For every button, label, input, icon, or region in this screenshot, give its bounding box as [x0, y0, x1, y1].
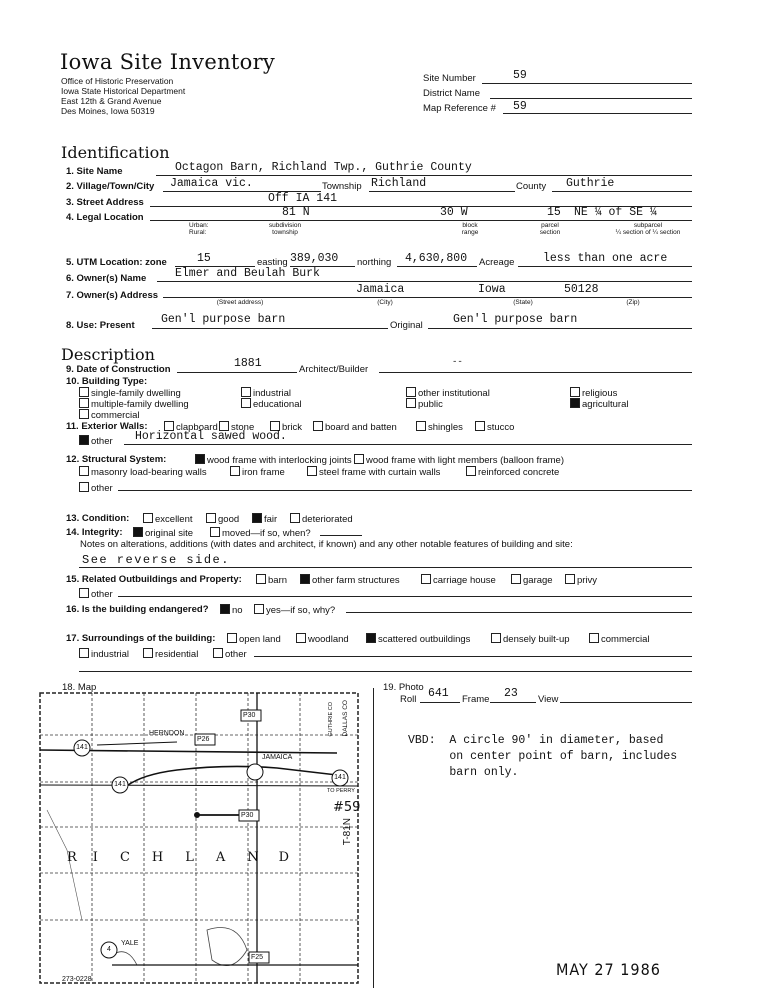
wall-board-and-batten[interactable]	[313, 421, 397, 433]
street-value[interactable]: Off IA 141	[268, 192, 338, 205]
notes-label: Notes on alterations, additions (with dates and architect, if known) and any other notable features of building and site:	[80, 539, 573, 550]
struct-other[interactable]	[79, 482, 113, 494]
form-number: 273-0228	[62, 976, 92, 983]
option-label: residential	[155, 649, 199, 660]
exterior-walls-label: 11. Exterior Walls:	[66, 421, 148, 432]
option-label: clapboard	[176, 422, 218, 433]
checkbox[interactable]	[230, 466, 240, 476]
state-sub: (State)	[513, 299, 533, 306]
place-to-perry: TO PERRY	[327, 788, 355, 794]
checkbox[interactable]	[79, 398, 89, 408]
option-label: deteriorated	[302, 514, 353, 525]
condition-label: 13. Condition:	[66, 513, 130, 524]
surroundings-label: 17. Surroundings of the building:	[66, 633, 216, 644]
block-text: block	[462, 222, 478, 229]
surr-open-land[interactable]	[227, 633, 281, 645]
township-label: Township	[322, 181, 362, 192]
option-label: other farm structures	[312, 575, 400, 586]
section-text: section	[539, 229, 561, 236]
checkbox[interactable]	[79, 387, 89, 397]
checkbox[interactable]	[589, 633, 599, 643]
condition-good[interactable]	[206, 513, 239, 525]
divider	[373, 688, 374, 988]
map-label: 18. Map	[62, 682, 97, 693]
date-value[interactable]: 1881	[234, 357, 262, 370]
office-address	[61, 76, 185, 116]
checkbox[interactable]	[143, 513, 153, 523]
type-public[interactable]	[406, 398, 443, 410]
option-label: steel frame with curtain walls	[319, 467, 441, 478]
checkbox[interactable]	[256, 574, 266, 584]
option-label: moved—if so, when?	[222, 528, 311, 539]
frame-value[interactable]: 23	[504, 687, 518, 700]
endangered-yes[interactable]	[254, 604, 335, 616]
option-label: religious	[582, 388, 618, 399]
description-heading: Description	[61, 345, 155, 364]
checkbox[interactable]	[241, 398, 251, 408]
wall-other[interactable]	[79, 435, 113, 447]
owner-name-value[interactable]: Elmer and Beulah Burk	[175, 267, 320, 280]
district-label: District Name	[423, 88, 481, 99]
option-label: carriage house	[433, 575, 496, 586]
township-value[interactable]: Richland	[371, 177, 427, 190]
street-label: 3. Street Address	[66, 197, 144, 208]
parcel-sub	[530, 222, 570, 236]
place-yale: YALE	[121, 940, 139, 947]
highway-141-east: 141	[334, 774, 346, 781]
frame-label: Frame	[462, 694, 490, 705]
surr-commercial[interactable]	[589, 633, 650, 645]
utm-label: 5. UTM Location: zone	[66, 257, 167, 268]
acreage-value[interactable]: less than one acre	[543, 252, 668, 265]
option-label: garage	[523, 575, 553, 586]
place-jamaica: JAMAICA	[262, 754, 293, 761]
zip-sub: (Zip)	[626, 299, 640, 306]
owner-name-label: 6. Owner(s) Name	[66, 273, 147, 284]
map-letter: N	[247, 850, 259, 865]
checkbox[interactable]	[290, 513, 300, 523]
street-sub: (Street address)	[216, 299, 264, 306]
outbuilding-other[interactable]	[79, 588, 113, 600]
address-line: Des Moines, Iowa 50319	[61, 106, 155, 116]
village-label: 2. Village/Town/City	[66, 181, 155, 192]
option-label: iron frame	[242, 467, 285, 478]
roll-label: Roll	[400, 694, 417, 705]
wall-stucco[interactable]	[475, 421, 514, 433]
type-educational[interactable]	[241, 398, 302, 410]
checkbox-checked[interactable]	[79, 435, 89, 445]
legal-range[interactable]: 30 W	[440, 206, 468, 219]
option-label: brick	[282, 422, 303, 433]
checkbox-checked[interactable]	[366, 633, 376, 643]
option-label: wood frame with interlocking joints	[207, 455, 352, 466]
surr-residential[interactable]	[143, 648, 198, 660]
owner-address-label: 7. Owner(s) Address	[66, 290, 159, 301]
legal-section[interactable]: 15	[547, 206, 561, 219]
option-label: agricultural	[582, 399, 629, 410]
address-line: East 12th & Grand Avenue	[61, 96, 162, 106]
checkbox-checked[interactable]	[300, 574, 310, 584]
place-guthrie-co: GUTHRIE CO	[328, 702, 334, 737]
surr-industrial[interactable]	[79, 648, 129, 660]
location-map	[37, 690, 361, 990]
owner-city[interactable]: Jamaica	[356, 283, 405, 296]
option-label: scattered outbuildings	[378, 634, 471, 645]
checkbox[interactable]	[406, 398, 416, 408]
roll-value[interactable]: 641	[428, 687, 449, 700]
identification-heading: Identification	[61, 143, 170, 162]
outbuilding-privy[interactable]	[565, 574, 597, 586]
view-label: View	[538, 694, 559, 705]
integrity-moved[interactable]	[210, 527, 311, 539]
integrity-original-site[interactable]	[133, 527, 193, 539]
address-line: Office of Historic Preservation	[61, 76, 174, 86]
checkbox[interactable]	[143, 648, 153, 658]
county-value[interactable]: Guthrie	[566, 177, 615, 190]
option-label: privy	[577, 575, 598, 586]
checkbox[interactable]	[475, 421, 485, 431]
checkbox[interactable]	[79, 409, 89, 419]
surr-other[interactable]	[213, 648, 247, 660]
outbuilding-other-farm[interactable]	[300, 574, 400, 586]
architect-value[interactable]: --	[452, 357, 463, 367]
outbuilding-carriage-house[interactable]	[421, 574, 496, 586]
date-stamp: MAY 27 1986	[556, 960, 661, 979]
map-area	[37, 690, 361, 990]
checkbox[interactable]	[254, 604, 264, 614]
place-herndon: HERNDON	[149, 730, 185, 737]
checkbox[interactable]	[313, 421, 323, 431]
checkbox[interactable]	[466, 466, 476, 476]
road-f25: F25	[251, 954, 264, 961]
map-ref-label: Map Reference #	[423, 103, 496, 114]
site-name-label: 1. Site Name	[66, 166, 123, 177]
option-label: wood frame with light members (balloon frame)	[366, 455, 564, 466]
utm-zone[interactable]: 15	[197, 252, 211, 265]
option-label: stone	[231, 422, 255, 433]
map-letter: I	[92, 850, 98, 865]
checkbox[interactable]	[511, 574, 521, 584]
road-p30: P30	[243, 712, 256, 719]
northing-value[interactable]: 4,630,800	[405, 252, 468, 265]
acreage-label: Acreage	[479, 257, 515, 268]
endangered-label: 16. Is the building endangered?	[66, 604, 209, 615]
checkbox[interactable]	[570, 387, 580, 397]
highway-141-west: 141	[76, 744, 88, 751]
photo-label: 19. Photo	[383, 682, 424, 693]
legal-location-label: 4. Legal Location	[66, 212, 144, 223]
block-sub	[450, 222, 490, 236]
integrity-label: 14. Integrity:	[66, 527, 123, 538]
option-label: commercial	[91, 410, 140, 421]
option-label: fair	[264, 514, 278, 525]
checkbox[interactable]	[416, 421, 426, 431]
site-number-value[interactable]: 59	[513, 69, 527, 82]
use-original-value[interactable]: Gen'l purpose barn	[453, 313, 578, 326]
surr-densely-built-up[interactable]	[491, 633, 570, 645]
checkbox[interactable]	[206, 513, 216, 523]
condition-excellent[interactable]	[143, 513, 193, 525]
checkbox[interactable]	[491, 633, 501, 643]
option-label: other	[91, 436, 113, 447]
option-label: industrial	[253, 388, 292, 399]
checkbox[interactable]	[79, 648, 89, 658]
option-label: barn	[268, 575, 288, 586]
map-ref-value[interactable]: 59	[513, 100, 527, 113]
checkbox[interactable]	[296, 633, 306, 643]
use-present-value[interactable]: Gen'l purpose barn	[161, 313, 286, 326]
option-label: yes—if so, why?	[266, 605, 336, 616]
building-type-label: 10. Building Type:	[66, 376, 148, 387]
site-name-value[interactable]: Octagon Barn, Richland Twp., Guthrie County	[175, 161, 472, 174]
checkbox-checked[interactable]	[570, 398, 580, 408]
struct-iron-frame[interactable]	[230, 466, 285, 478]
owner-state[interactable]: Iowa	[478, 283, 506, 296]
struct-balloon-frame[interactable]	[354, 454, 564, 466]
use-present-label: 8. Use: Present	[66, 320, 135, 331]
parcel-text: parcel	[541, 222, 559, 229]
checkbox-checked[interactable]	[220, 604, 230, 614]
range-text: range	[461, 229, 479, 236]
checkbox[interactable]	[421, 574, 431, 584]
checkbox[interactable]	[354, 454, 364, 464]
highway-4: 4	[107, 946, 111, 953]
option-label: open land	[239, 634, 281, 645]
easting-label: easting	[257, 257, 288, 268]
checkbox-checked[interactable]	[195, 454, 205, 464]
struct-masonry[interactable]	[79, 466, 207, 478]
option-label: stucco	[487, 422, 515, 433]
map-letter: H	[151, 850, 164, 865]
option-label: other institutional	[418, 388, 490, 399]
surr-scattered-outbuildings[interactable]	[366, 633, 470, 645]
owner-zip[interactable]: 50128	[564, 283, 599, 296]
checkbox[interactable]	[213, 648, 223, 658]
urban-text: Urban:	[189, 222, 209, 229]
option-label: good	[218, 514, 240, 525]
map-letter: A	[215, 850, 226, 865]
address-line: Iowa State Historical Department	[61, 86, 186, 96]
checkbox-checked[interactable]	[252, 513, 262, 523]
legal-township[interactable]: 81 N	[282, 206, 310, 219]
struct-reinforced-concrete[interactable]	[466, 466, 559, 478]
option-label: single-family dwelling	[91, 388, 181, 399]
checkbox[interactable]	[565, 574, 575, 584]
easting-value[interactable]: 389,030	[290, 252, 339, 265]
urban-rural-label	[189, 222, 209, 236]
architect-label: Architect/Builder	[299, 364, 369, 375]
county-label: County	[516, 181, 547, 192]
checkbox[interactable]	[79, 588, 89, 598]
option-label: masonry load-bearing walls	[91, 467, 207, 478]
map-letter: R	[67, 850, 77, 865]
option-label: no	[232, 605, 243, 616]
struct-interlocking-joints[interactable]	[195, 454, 352, 466]
checkbox-checked[interactable]	[133, 527, 143, 537]
option-label: other	[91, 589, 113, 600]
village-value[interactable]: Jamaica vic.	[170, 177, 253, 190]
subsection-text: ¼ section of ¼ section	[615, 229, 681, 236]
legal-subsection[interactable]: NE ¼ of SE ¼	[574, 206, 657, 219]
map-richland-letters	[67, 850, 289, 865]
condition-deteriorated[interactable]	[290, 513, 353, 525]
checkbox[interactable]	[210, 527, 220, 537]
subparcel-text: subparcel	[633, 222, 663, 229]
road-p26: P26	[197, 736, 210, 743]
option-label: original site	[145, 528, 194, 539]
use-original-label: Original	[390, 320, 423, 331]
date-label: 9. Date of Construction	[66, 364, 171, 375]
subdivision-text: subdivision	[268, 222, 302, 229]
option-label: woodland	[308, 634, 349, 645]
rural-text: Rural:	[189, 229, 207, 236]
vbd-text[interactable]: VBD: A circle 90' in diameter, based on center point of barn, includes barn only.	[408, 734, 678, 779]
checkbox[interactable]	[241, 387, 251, 397]
option-label: other	[225, 649, 247, 660]
surr-woodland[interactable]	[296, 633, 349, 645]
place-dallas-co: DALLAS CO	[342, 700, 349, 737]
option-label: multiple-family dwelling	[91, 399, 189, 410]
struct-steel-frame[interactable]	[307, 466, 440, 478]
site-marker: #59	[333, 800, 361, 815]
endangered-no[interactable]	[220, 604, 243, 616]
option-label: excellent	[155, 514, 193, 525]
type-commercial[interactable]	[79, 409, 140, 421]
city-sub: (City)	[377, 299, 393, 306]
subdivision-sub	[255, 222, 315, 236]
highway-141-center: 141	[114, 781, 126, 788]
option-label: board and batten	[325, 422, 397, 433]
notes-value[interactable]: See reverse side.	[82, 553, 230, 567]
outbuilding-barn[interactable]	[256, 574, 287, 586]
subparcel-sub	[600, 222, 696, 236]
tier-label: T-81N	[342, 818, 353, 846]
outbuildings-label: 15. Related Outbuildings and Property:	[66, 574, 242, 585]
checkbox[interactable]	[307, 466, 317, 476]
site-number-label: Site Number	[423, 73, 476, 84]
checkbox[interactable]	[227, 633, 237, 643]
condition-fair[interactable]	[252, 513, 277, 525]
map-letter: L	[185, 850, 194, 865]
option-label: educational	[253, 399, 302, 410]
outbuilding-garage[interactable]	[511, 574, 553, 586]
option-label: industrial	[91, 649, 130, 660]
option-label: other	[91, 483, 113, 494]
option-label: densely built-up	[503, 634, 570, 645]
option-label: public	[418, 399, 443, 410]
option-label: commercial	[601, 634, 650, 645]
option-label: reinforced concrete	[478, 467, 560, 478]
option-label: shingles	[428, 422, 463, 433]
structural-label: 12. Structural System:	[66, 454, 167, 465]
checkbox[interactable]	[79, 466, 89, 476]
township-sub-text: township	[272, 229, 298, 236]
form-title: Iowa Site Inventory	[60, 50, 276, 74]
walls-other-value[interactable]: Horizontal sawed wood.	[135, 430, 287, 443]
road-p30-south: P30	[241, 812, 254, 819]
checkbox[interactable]	[406, 387, 416, 397]
type-agricultural[interactable]	[570, 398, 628, 410]
northing-label: northing	[357, 257, 392, 268]
checkbox[interactable]	[79, 482, 89, 492]
map-letter: D	[278, 850, 290, 865]
map-letter: C	[119, 850, 130, 865]
wall-shingles[interactable]	[416, 421, 463, 433]
